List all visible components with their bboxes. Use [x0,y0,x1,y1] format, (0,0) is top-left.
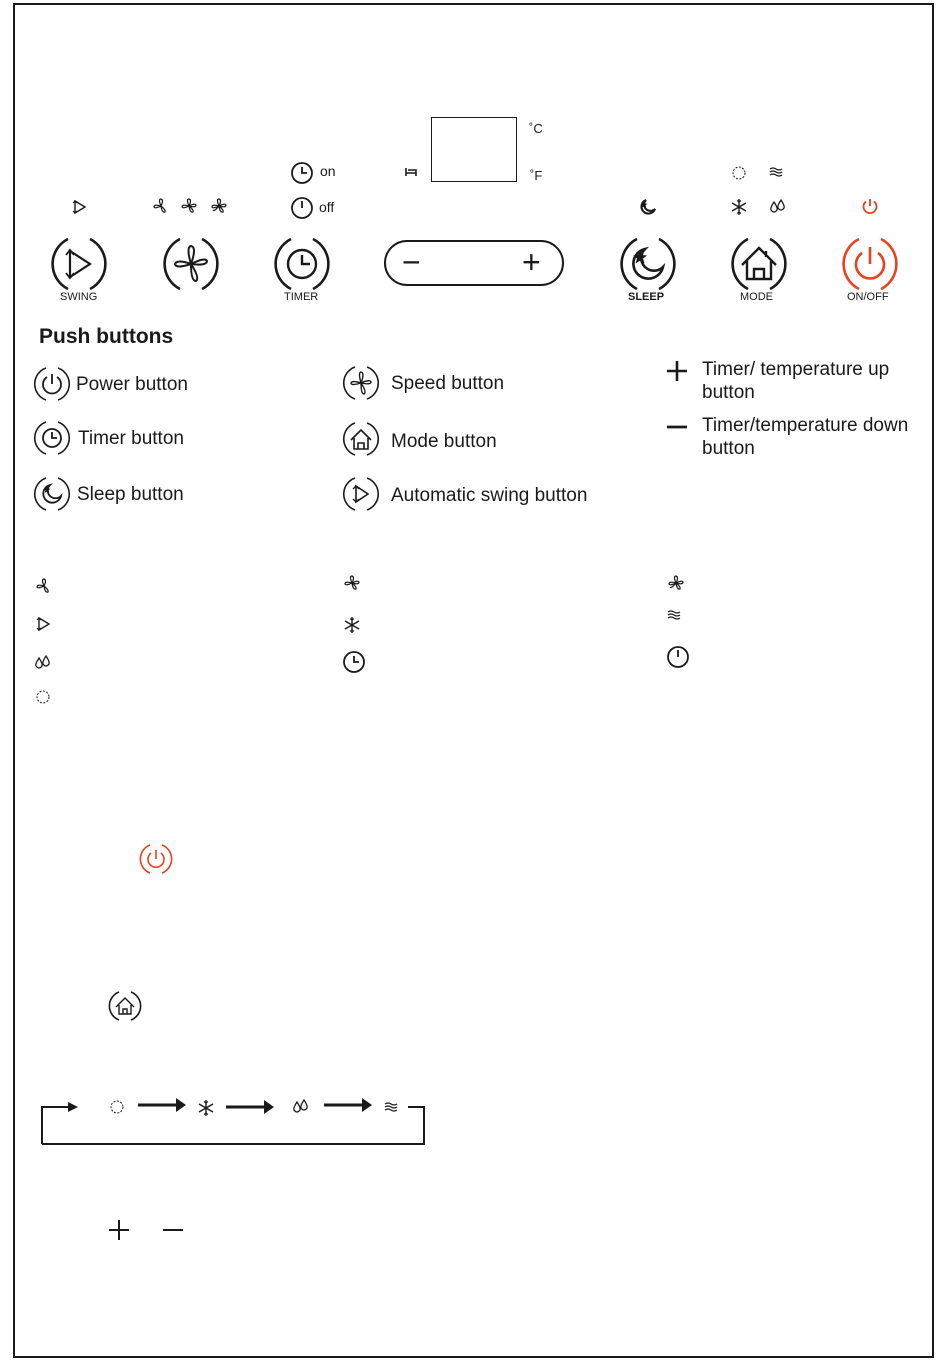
mode-button-label: MODE [740,291,773,303]
sleep-button-label: SLEEP [628,291,665,303]
legend-power-icon [34,366,70,402]
legend-swing-icon [342,476,380,512]
push-buttons-heading: Push buttons [39,325,174,348]
inline-power-icon [139,843,173,875]
timer-button-label: TIMER [284,291,319,303]
unit-fahrenheit: ˚F [530,168,543,183]
cycle-snowflake-icon [197,1099,215,1117]
unit-celsius: ˚C [529,121,543,136]
grid-auto-icon [35,689,51,705]
fan-speed-button[interactable] [160,233,222,295]
legend-down-label-line2: button [702,438,755,459]
legend-plus-icon [666,360,688,382]
inline-mode-icon [108,990,142,1022]
grid-timer-off-icon [666,645,690,669]
cycle-drops-icon [292,1098,310,1114]
cycle-waves-icon [384,1101,398,1113]
drops-indicator-icon [769,198,787,214]
auto-indicator-icon [731,165,747,181]
bottom-minus-icon [162,1219,184,1241]
swing-indicator-icon [71,198,89,216]
timer-on-label: on [320,163,336,179]
legend-mode-icon [342,421,380,457]
temperature-up-button[interactable]: + [522,244,541,280]
fan-high-indicator-icon [210,197,228,215]
timer-button[interactable] [271,233,333,295]
fan-mid-indicator-icon [180,197,198,215]
grid-snowflake-icon [343,616,361,634]
legend-sleep-label: Sleep button [77,484,184,505]
grid-timer-on-icon [342,650,366,674]
mode-cycle-diagram [38,1090,430,1148]
legend-minus-icon [666,416,688,438]
fan-low-indicator-icon [152,197,170,215]
sleep-button[interactable] [617,233,679,295]
display-window [431,117,517,182]
legend-mode-label: Mode button [391,431,497,452]
swing-button-label: SWING [60,291,98,303]
timer-on-indicator-icon [290,161,314,185]
grid-fan-high-icon [667,574,685,592]
legend-up-label-line2: button [702,382,755,403]
bottom-plus-icon [108,1219,130,1241]
sleep-bed-indicator-icon [404,166,418,178]
legend-speed-label: Speed button [391,373,505,394]
temperature-down-button[interactable]: − [402,244,421,280]
waves-indicator-icon [769,166,783,178]
grid-fan-low-icon [35,577,53,595]
swing-button[interactable] [48,233,110,295]
legend-sleep-icon [34,476,70,512]
legend-down-label-line1: Timer/temperature down [702,415,909,436]
legend-power-label: Power button [76,374,188,395]
legend-swing-label: Automatic swing button [391,485,588,506]
grid-fan-mid-icon [343,574,361,592]
grid-waves-icon [667,609,681,621]
mode-button[interactable] [728,233,790,295]
timer-off-label: off [319,199,335,215]
cycle-auto-icon [109,1099,125,1115]
snowflake-indicator-icon [730,198,748,216]
power-indicator-icon [861,197,879,215]
power-button[interactable] [839,233,901,295]
sleep-indicator-icon [638,197,658,217]
legend-fan-icon [342,365,380,401]
power-button-label: ON/OFF [847,291,889,303]
grid-swing-icon [35,615,53,633]
legend-timer-icon [34,420,70,456]
timer-off-indicator-icon [290,196,314,220]
grid-drops-icon [34,654,52,670]
legend-up-label-line1: Timer/ temperature up [702,359,890,380]
legend-timer-label: Timer button [78,428,184,449]
